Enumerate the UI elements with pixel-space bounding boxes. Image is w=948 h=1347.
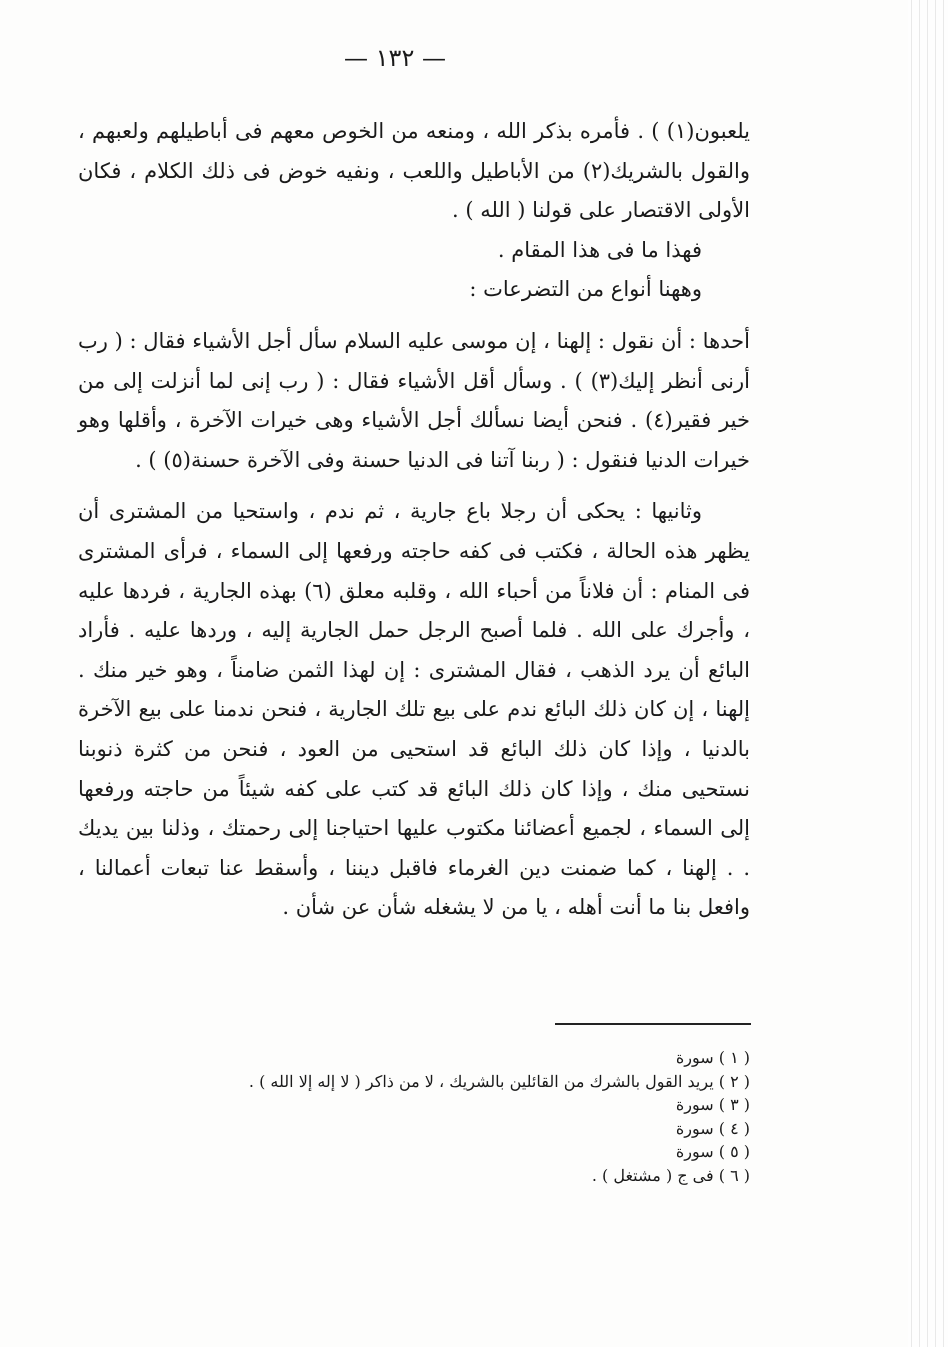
footnote-3: ( ٣ ) سورة	[675, 1095, 750, 1114]
footnote-4: ( ٤ ) سورة	[675, 1118, 750, 1138]
paragraph-5: وثانيها : يحكى أن رجلا باع جارية ، ثم ندم ، واستحيا من المشترى أن يظهر هذه الحالة ، فكتب فى كفه حاجته ورفعها إلى السماء ، فرأى المشترى فى المنام : أن فلاناً من أحباء الله ، وقلبه معلق (٦) بهذه الجارية ، فردها عليه ، وأجرك على الله . فلما أصبح الرجل حمل الجارية إليه ، وردها عليه . فأراد البائع أن يرد الذهب ، فقال المشترى : إن لهذا الثمن ضامناً ، وهو خير منك . إلهنا ، إن كان ذلك البائع ندم على بيع تلك الجارية ، فنحن ندمنا على بيع الآخرة بالدنيا ، وإذا كان ذلك البائع قد استحيى من العود ، فنحن من كثرة ذنوبنا نستحيى منك ، وإذا كان ذلك البائع قد كتب على كفه شيئاً من حاجته ورفعها إلى السماء ، لجميع أعضائنا مكتوب عليها احتياجنا إلى رحمتك ، وذلنا بين يديك . . إلهنا ، كما ضمنت دين الغرماء فاقبل ديننا ، وأسقط عنا تبعات أعمالنا ، وافعل بنا ما أنت أهله ، يا من لا يشغله شأن عن شأن .	[78, 499, 751, 920]
main-text	[78, 112, 750, 928]
page-number: — ١٣٢ —	[344, 44, 446, 72]
footnote-6: ( ٦ ) فى ج ( مشتغل ) .	[591, 1165, 750, 1185]
paragraph-3: وههنا أنواع من التضرعات :	[469, 277, 702, 302]
footnotes	[150, 1046, 750, 1187]
footnote-2: ( ٢ ) يريد القول بالشرك من القائلين بالشريك ، لا من ذاكر ( لا إله إلا الله ) .	[248, 1071, 750, 1091]
paragraph-1: يلعبون(١) ) . فأمره بذكر الله ، ومنعه من الخوص معهم فى أباطيلهم ولعبهم ، والقول بالشريك(٢) من الأباطيل واللعب ، ونفيه خوض فى ذلك الكلام ، فكان الأولى الاقتصار على قولنا ( الله ) .	[78, 119, 751, 223]
footnote-1: ( ١ ) سورة	[675, 1048, 750, 1067]
paragraph-2: فهذا ما فى هذا المقام .	[497, 237, 702, 262]
scan-edge	[908, 0, 948, 1347]
footnote-5: ( ٥ ) سورة	[675, 1142, 750, 1161]
paragraph-4: أحدها : أن نقول : إلهنا ، إن موسى عليه السلام سأل أجل الأشياء فقال : ( رب أرنى أنظر إليك(٣) ) . وسأل أقل الأشياء فقال : ( رب إنى لما أنزلت إلى من خير فقير(٤) . فنحن أيضا نسألك أجل الأشياء وهى خيرات الآخرة ، وأقلها وهو خيرات الدنيا فنقول : ( ربنا آتنا فى الدنيا حسنة وفى الآخرة حسنة(٥) ) .	[78, 328, 751, 472]
footnote-divider	[555, 1023, 751, 1025]
